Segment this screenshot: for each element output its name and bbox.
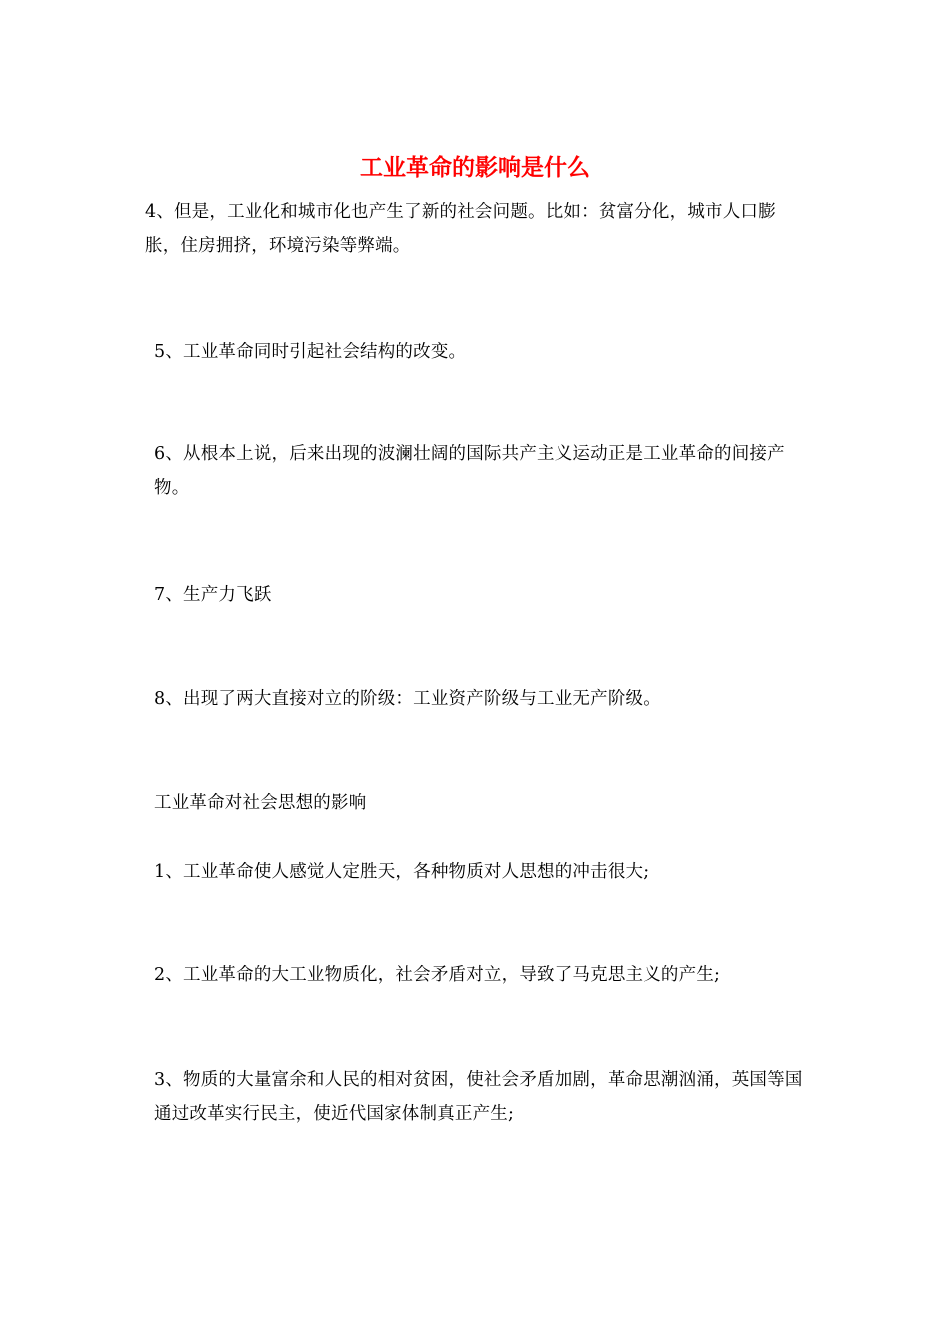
- paragraph-4: 4、但是，工业化和城市化也产生了新的社会问题。比如：贫富分化，城市人口膨胀，住房拥挤，环境污染等弊端。: [145, 202, 776, 256]
- paragraph-7: 7、生产力飞跃: [154, 585, 272, 605]
- paragraph-3: 3、物质的大量富余和人民的相对贫困，使社会矛盾加剧，革命思潮汹涌，英国等国通过改革实行民主，使近代国家体制真正产生;: [154, 1070, 803, 1124]
- paragraph-5: 5、工业革命同时引起社会结构的改变。: [154, 342, 467, 362]
- document-title: 工业革命的影响是什么: [360, 154, 590, 181]
- paragraph-6: 6、从根本上说，后来出现的波澜壮阔的国际共产主义运动正是工业革命的间接产物。: [154, 444, 785, 498]
- section-heading: 工业革命对社会思想的影响: [154, 793, 367, 813]
- paragraph-2: 2、工业革命的大工业物质化，社会矛盾对立，导致了马克思主义的产生;: [154, 965, 721, 985]
- paragraph-1: 1、工业革命使人感觉人定胜天，各种物质对人思想的冲击很大;: [154, 862, 650, 882]
- paragraph-8: 8、出现了两大直接对立的阶级：工业资产阶级与工业无产阶级。: [154, 689, 661, 709]
